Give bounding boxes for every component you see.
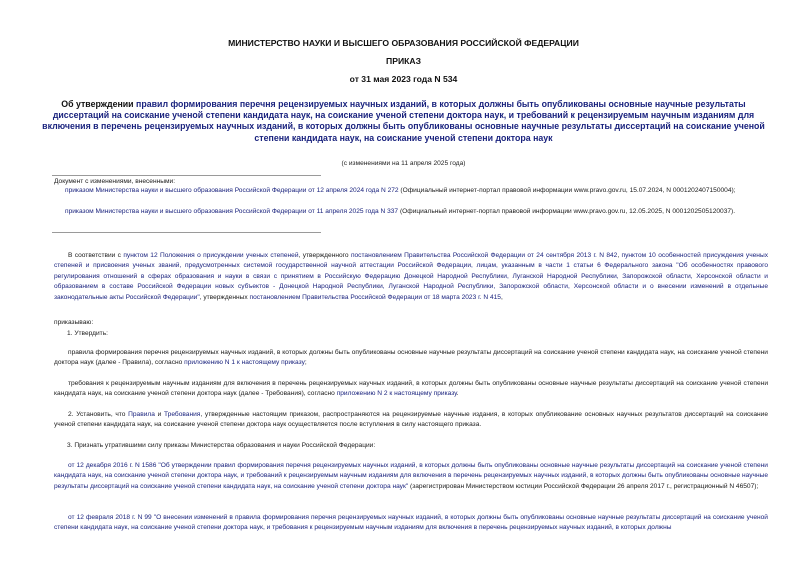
preamble-link-features[interactable]: пунктом 10 особенностей присуждения ученых степеней и присвоения ученых званий, предусмотренных системой государственной научной аттестации Российской Федерации, лицам, указанным в части 1 статьи 6 Федерального закона "Об особенностях правового регулирования отношений в сферах образования и науки в связи с принятием в Российскую Федерацию Донецкой Народной Республики, Луганской Народной Республики, Запорожской области, Херсонской области и образованием в составе Российской Федерации новых субъектов - Донецкой Народной Республики, Луганской Народной Республики, Запорожской области, Херсонской области и о внесении изменений в отдельные законодательные акты Российской Федерации" <box>54 252 768 301</box>
order-1586-link[interactable]: от 12 декабря 2016 г. N 1586 "Об утверждении правил формирования перечня рецензируемых научных изданий, в которых должны быть опубликованы основные научные результаты диссертаций на соискание ученой степени кандидата наук, на соискание ученой степени доктора наук, и требований к рецензируемым научным изданиям для включения в перечень рецензируемых научных изданий, в которых должны быть опубликованы основные научные результаты диссертаций на соискание ученой степени кандидата наук, на соискание ученой степени доктора наук" <box>54 462 768 490</box>
title-prefix: Об утверждении <box>61 99 137 109</box>
item-2-text: и <box>154 411 165 418</box>
changes-heading: Документ с изменениями, внесенными: <box>54 178 176 185</box>
appendix-1-link[interactable]: приложению N 1 к настоящему приказу <box>184 359 305 367</box>
document-title <box>40 99 767 144</box>
title-link[interactable]: правил формирования перечня рецензируемых научных изданий, в которых должны быть опубликованы основные научные результаты диссертаций на соискание ученой степени кандидата наук, на соискание ученой степени доктора наук, и требований к рецензируемым научным изданиям для включения в перечень рецензируемых научных изданий, в которых должны быть опубликованы основные научные результаты диссертаций на соискание ученой степени кандидата наук, на соискание ученой степени доктора наук <box>42 99 765 143</box>
rules-text: ; <box>304 359 307 367</box>
changes-bottom-rule <box>52 232 321 233</box>
item-3a-paragraph <box>54 461 768 492</box>
change-link-2[interactable]: приказом Министерства науки и высшего образования Российской Федерации от 11 апреля 2025 года N 337 <box>65 208 399 215</box>
ministry-heading: МИНИСТЕРСТВО НАУКИ И ВЫСШЕГО ОБРАЗОВАНИЯ РОССИЙСКОЙ ФЕДЕРАЦИИ <box>228 38 579 48</box>
item-1: 1. Утвердить: <box>67 330 108 337</box>
doc-date-number: от 31 мая 2023 года N 534 <box>349 74 458 84</box>
order-word: приказываю: <box>54 319 94 326</box>
changes-item <box>54 207 760 217</box>
appendix-2-link[interactable]: приложению N 2 к настоящему приказу <box>336 390 457 398</box>
item-2-paragraph <box>54 410 768 431</box>
preamble-text: , <box>500 293 503 301</box>
rules-text: правила формирования перечня рецензируемых научных изданий, в которых должны быть опубликованы основные научные результаты диссертаций на соискание ученой степени кандидата наук, на соискание ученой степени доктора наук (далее - Правила), согласно <box>54 349 768 367</box>
item-3a-text: (зарегистрирован Министерством юстиции Российской Федерации 26 апреля 2017 г., регистрационный N 46507); <box>408 482 759 490</box>
order-99-link[interactable]: от 12 февраля 2018 г. N 99 "О внесении изменений в правила формирования перечня рецензируемых научных изданий, в которых должны быть опубликованы основные научные результаты диссертаций на соискание ученой степени кандидата наук, на соискание ученой степени доктора наук, и требования к рецензируемым научным изданиям для включения в перечень рецензируемых научных изданий, в которых должны <box>54 514 768 532</box>
amendment-note: (с изменениями на 11 апреля 2025 года) <box>341 160 466 167</box>
item-2-text: 2. Установить, что <box>68 411 129 418</box>
preamble-text: , утвержденного <box>298 252 351 259</box>
requirements-text: требования к рецензируемым научным изданиям для включения в перечень рецензируемых научных изданий, в которых должны быть опубликованы основные научные результаты диссертаций на соискание ученой степени кандидата наук, на соискание ученой степени доктора наук (далее - Требования), согласно <box>54 380 768 398</box>
preamble-link-decree-415[interactable]: постановлением Правительства Российской Федерации от 18 марта 2023 г. N 415 <box>249 293 501 301</box>
change-rest-2: (Официальный интернет-портал правовой информации www.pravo.gov.ru, 12.05.2025, N 0001202505120037). <box>398 208 736 215</box>
preamble-text: , <box>617 252 622 259</box>
change-rest-1: (Официальный интернет-портал правовой информации www.pravo.gov.ru, 15.07.2024, N 0001202407150004); <box>398 187 736 194</box>
requirements-link[interactable]: Требования <box>164 411 201 418</box>
item-3b-paragraph <box>54 513 768 534</box>
requirements-text: . <box>456 390 459 398</box>
doc-type: ПРИКАЗ <box>386 56 421 66</box>
preamble-text: , утвержденных <box>199 293 250 301</box>
item-3: 3. Признать утратившими силу приказы Министерства образования и науки Российской Федерации: <box>67 442 376 449</box>
change-link-1[interactable]: приказом Министерства науки и высшего образования Российской Федерации от 12 апреля 2024 года N 272 <box>65 187 399 194</box>
changes-top-rule <box>52 175 321 176</box>
requirements-paragraph <box>54 379 768 400</box>
changes-item <box>54 186 760 196</box>
preamble-link-regulation[interactable]: пунктом 12 Положения о присуждении ученых степеней <box>123 252 299 259</box>
preamble-paragraph <box>54 251 768 303</box>
rules-paragraph <box>54 348 768 369</box>
preamble-text: В соответствии с <box>68 252 124 259</box>
item-2-text: , утвержденные настоящим приказом, распространяются на рецензируемые научные издания, в которых опубликование основных научных результатов диссертаций на соискание ученой степени кандидата наук, на соискание ученой степени доктора наук осуществляется после вступления в силу настоящего приказа. <box>54 411 768 429</box>
rules-link[interactable]: Правила <box>128 411 155 418</box>
preamble-link-decree-842[interactable]: постановлением Правительства Российской Федерации от 24 сентября 2013 г. N 842 <box>350 252 618 259</box>
